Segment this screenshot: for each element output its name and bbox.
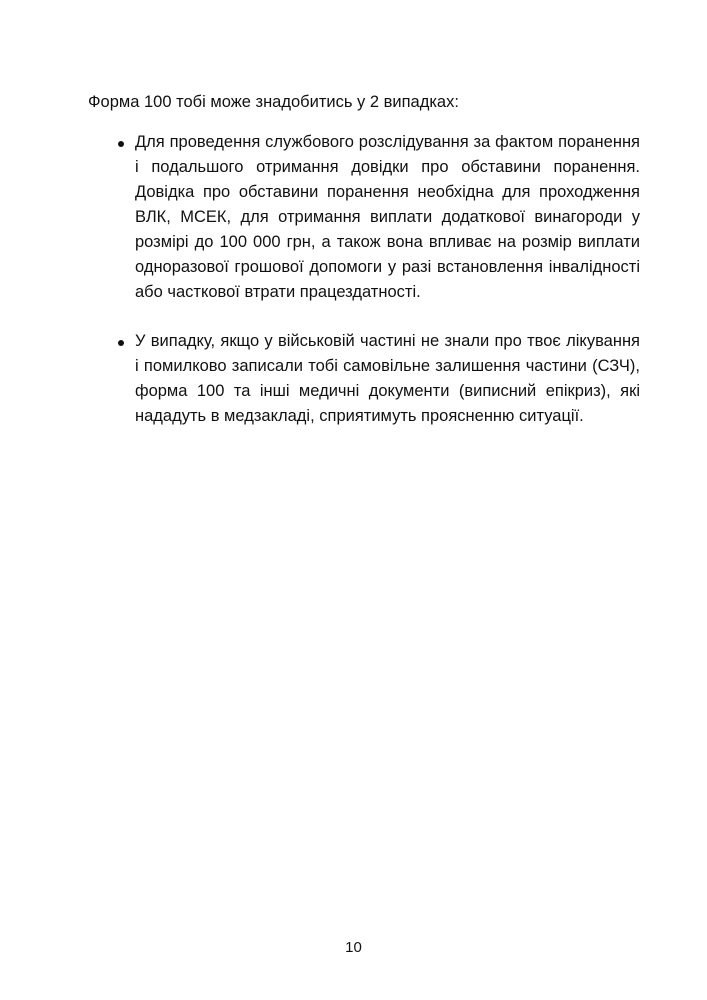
bullet-icon bbox=[118, 141, 124, 147]
page-number: 10 bbox=[345, 939, 362, 956]
bullet-list bbox=[88, 130, 640, 453]
bullet-item bbox=[88, 130, 640, 305]
bullet-item bbox=[88, 329, 640, 429]
bullet-text: Для проведення службового розслідування за фактом поранення і подальшого отримання довідки про обставини поранення. Довідка про обставини поранення необхідна для проходження ВЛК, МСЕК, для отримання виплати додаткової винагороди у розмірі до 100 000 грн, а також вона впливає на розмір виплати одноразової грошової допомоги у разі встановлення інвалідності або часткової втрати працездатності. bbox=[135, 133, 640, 301]
bullet-icon bbox=[118, 340, 124, 346]
intro-paragraph: Форма 100 тобі може знадобитись у 2 випадках: bbox=[88, 93, 459, 111]
bullet-text: У випадку, якщо у військовій частині не знали про твоє лікування і помилково записали тобі самовільне залишення частини (СЗЧ), форма 100 та інші медичні документи (виписний епікриз), які нададуть в медзакладі, сприятимуть проясненню ситуації. bbox=[135, 332, 640, 425]
